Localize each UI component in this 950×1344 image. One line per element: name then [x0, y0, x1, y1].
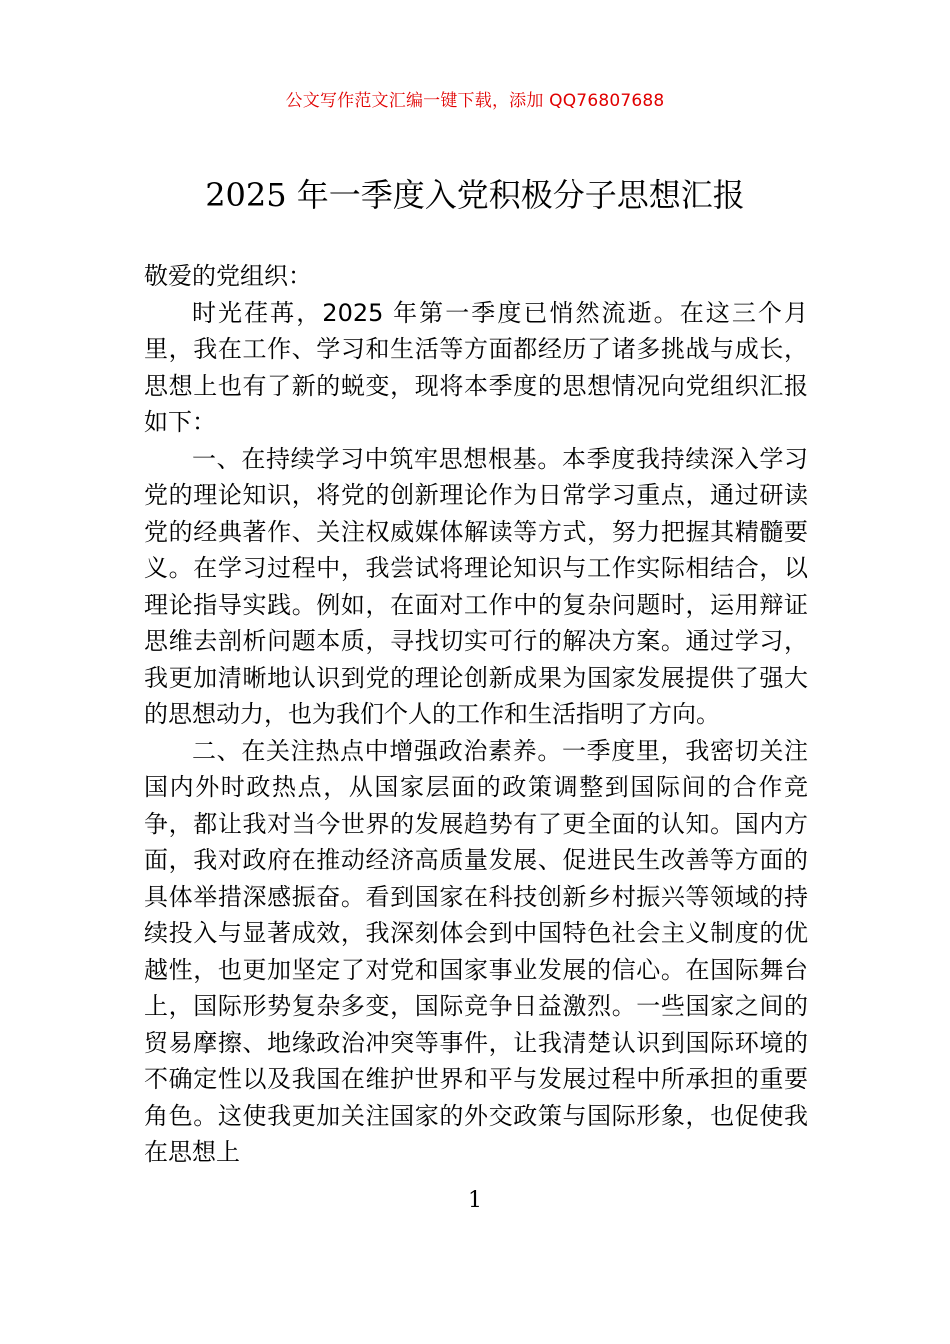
paragraph-intro: 时光荏苒，2025 年第一季度已悄然流逝。在这三个月里，我在工作、学习和生活等方面都经历了诸多挑战与成长，思想上也有了新的蜕变，现将本季度的思想情况向党组织汇报如下：: [144, 298, 808, 436]
paragraph-section-one: 一、在持续学习中筑牢思想根基。本季度我持续深入学习党的理论知识，将党的创新理论作为日常学习重点，通过研读党的经典著作、关注权威媒体解读等方式，努力把握其精髓要义。在学习过程中，我尝试将理论知识与工作实际相结合，以理论指导实践。例如，在面对工作中的复杂问题时，运用辩证思维去剖析问题本质，寻找切实可行的解决方案。通过学习，我更加清晰地认识到党的理论创新成果为国家发展提供了强大的思想动力，也为我们个人的工作和生活指明了方向。: [144, 444, 808, 728]
document-title: 2025 年一季度入党积极分子思想汇报: [205, 176, 745, 214]
document-body: [144, 258, 808, 1171]
salutation: 敬爱的党组织：: [144, 262, 312, 290]
paragraph-section-two: 二、在关注热点中增强政治素养。一季度里，我密切关注国内外时政热点，从国家层面的政策调整到国际间的合作竞争，都让我对当今世界的发展趋势有了更全面的认知。国内方面，我对政府在推动经济高质量发展、促进民生改善等方面的具体举措深感振奋。看到国家在科技创新乡村振兴等领域的持续投入与显著成效，我深刻体会到中国特色社会主义制度的优越性，也更加坚定了对党和国家事业发展的信心。在国际舞台上，国际形势复杂多变，国际竞争日益激烈。一些国家之间的贸易摩擦、地缘政治冲突等事件，让我清楚认识到国际环境的不确定性以及我国在维护世界和平与发展过程中所承担的重要角色。这使我更加关注国家的外交政策与国际形象，也促使我在思想上: [144, 736, 808, 1166]
download-note: 公文写作范文汇编一键下载，添加 QQ76807688: [285, 91, 665, 111]
page-number: 1: [468, 1188, 482, 1213]
